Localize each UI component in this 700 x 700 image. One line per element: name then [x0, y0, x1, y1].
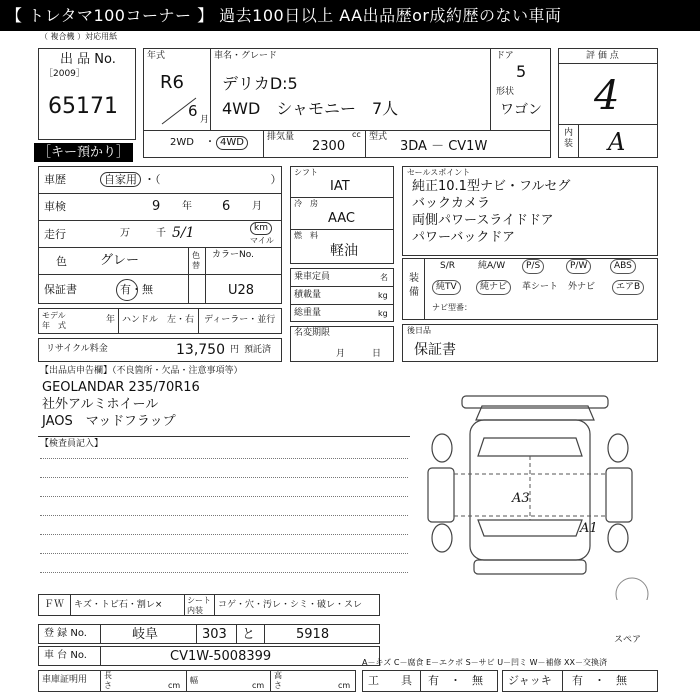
model-note: （ 複合機 ）対応用紙 — [40, 32, 118, 41]
load-label: 積載量 — [294, 290, 322, 300]
damage-legend: A－キズ C－腐食 E－エクボ S－サビ U－凹ミ W－補修 XX－交換済 — [362, 658, 608, 667]
lot-number: 65171 — [48, 94, 118, 119]
shift-label: シフト — [294, 168, 318, 177]
after-label: 後日品 — [407, 326, 431, 335]
eq-navi: 純ナビ — [476, 280, 511, 295]
notes-line3: JAOS マッドフラップ — [42, 414, 176, 429]
disp-value: 2300 — [312, 139, 346, 154]
eq-awheel: 純A/W — [478, 261, 506, 271]
drive-2wd: 2WD — [170, 137, 194, 148]
eq-ps: P/S — [522, 259, 544, 274]
weight-unit: kg — [378, 309, 388, 318]
year-slash — [160, 96, 200, 126]
aircon-value: AAC — [328, 211, 355, 226]
door-value: 5 — [516, 62, 527, 81]
eq-airbag: エアB — [612, 280, 644, 295]
shaken-year: 9 — [152, 199, 161, 214]
top-banner — [0, 0, 700, 31]
score-label: 評 価 点 — [586, 51, 619, 61]
color-change: 色 替 — [192, 251, 200, 271]
after-value: 保証書 — [414, 342, 456, 358]
registration-number: 5918 — [296, 627, 330, 642]
sales-label: セールスポイント — [407, 168, 471, 177]
color-label: 色 — [56, 255, 67, 268]
sales-line1: 純正10.1型ナビ・フルセグ — [412, 179, 571, 194]
recycle-label: リサイクル料金 — [46, 344, 108, 354]
shaken-month: 6 — [222, 199, 231, 214]
name-label: 車名・グレード — [214, 51, 278, 61]
month-value: 6 — [188, 102, 198, 120]
shape-value: ワゴン — [500, 102, 542, 118]
mileage-mile: マイル — [250, 236, 274, 245]
eq-pw: P/W — [566, 259, 591, 274]
year-label: 年式 — [147, 51, 166, 61]
disp-unit: cc — [352, 130, 361, 139]
chassis-label: 車 台 No. — [44, 650, 87, 661]
registration-label: 登 録 No. — [44, 628, 87, 639]
notes-line1: GEOLANDAR 235/70R16 — [42, 380, 200, 395]
shaken-month-unit: 月 — [252, 201, 262, 212]
color-no-value: U28 — [228, 283, 255, 298]
cert-width: 幅 — [190, 676, 198, 685]
warranty-label: 保証書 — [44, 283, 77, 296]
jack-value: 有 ・ 無 — [572, 674, 627, 687]
tools-value: 有 ・ 無 — [428, 674, 483, 687]
fw-col1: キズ・トビ石・割レ× — [74, 600, 163, 610]
inspector-label: 【検査員記入】 — [40, 439, 104, 449]
month-unit: 月 — [200, 115, 210, 125]
weight-label: 総重量 — [294, 308, 322, 318]
cert-height: 高 さ — [274, 671, 282, 690]
key-label: ［キー預かり］ — [34, 143, 133, 162]
color-value: グレー — [100, 253, 140, 268]
mileage-sen: 千 — [156, 228, 166, 239]
recycle-note: 預託済 — [244, 345, 272, 355]
year-value: R6 — [160, 72, 184, 93]
fuel-value: 軽油 — [330, 243, 358, 259]
eq-tv: 純TV — [432, 280, 461, 295]
capacity-label: 乗車定員 — [294, 272, 331, 282]
load-unit: kg — [378, 291, 388, 300]
name-line2: 4WD シャモニー 7人 — [222, 99, 399, 118]
fw-seat: シート 内装 — [187, 596, 211, 615]
shaken-year-unit: 年 — [182, 201, 192, 212]
eq-sr: S/R — [440, 261, 455, 271]
model-year-unit: 年 — [106, 315, 116, 325]
spare-label: スペア — [614, 635, 642, 645]
navi-model: ナビ型番： — [432, 303, 472, 312]
sales-line4: パワーバックドア — [412, 230, 515, 245]
banner-text: 【 トレタマ100コーナー 】 過去100日以上 AA出品歴or成約歴のない車両 — [6, 6, 562, 25]
damage-mark-1: A3 — [512, 491, 530, 506]
door-label: ドア — [496, 51, 514, 61]
car-diagram — [412, 378, 658, 600]
mileage-km: km — [250, 222, 272, 235]
jack-label: ジャッキ — [508, 674, 552, 687]
type-label: 型式 — [369, 132, 388, 142]
eq-ext-navi: 外ナビ — [568, 282, 596, 292]
eq-leather: 革シート — [522, 282, 559, 292]
color-no-label: カラーNo. — [212, 250, 254, 260]
history-rest: ・（ ） — [144, 173, 282, 186]
model-year-label: モデル 年 式 — [42, 311, 66, 330]
lot-label: 出 品 No. — [60, 52, 116, 67]
cert-long-unit: cm — [168, 681, 181, 690]
interior-value: A — [608, 128, 626, 156]
damage-mark-2: A1 — [580, 521, 598, 536]
history-label: 車歴 — [44, 173, 66, 186]
interior-label: 内 装 — [564, 128, 574, 149]
score-value: 4 — [594, 73, 620, 119]
warranty-circle — [116, 279, 138, 301]
registration-kana: と — [242, 627, 256, 642]
sales-line2: バックカメラ — [412, 196, 491, 211]
name-change-label: 名変期限 — [294, 328, 331, 338]
cert-width-unit: cm — [252, 681, 265, 690]
name-change-units: 月 日 — [336, 349, 382, 359]
notes-line2: 社外アルミホイール — [42, 397, 159, 412]
capacity-unit: 名 — [380, 273, 388, 282]
eq-abs: ABS — [610, 259, 636, 274]
disp-label: 排気量 — [267, 132, 295, 142]
fw-label: ＦＷ — [44, 599, 64, 610]
fuel-label: 燃 料 — [294, 231, 318, 240]
drive-4wd: 4WD — [216, 136, 248, 150]
cert-label: 車庫証明用 — [42, 675, 88, 685]
lot-sub: ［2009］ — [44, 69, 85, 79]
registration-class: 303 — [202, 627, 227, 642]
name-line1: デリカD:5 — [222, 74, 298, 93]
registration-area: 岐阜 — [132, 627, 159, 642]
recycle-unit: 円 — [230, 345, 240, 355]
type-value: 3DA － CV1W — [400, 139, 488, 154]
mileage-value: 5/1 — [172, 225, 195, 241]
fw-col2: コゲ・穴・汚レ・シミ・破レ・スレ — [218, 600, 363, 610]
cert-long: 長 さ — [104, 671, 112, 690]
notes-label: 【出品店申告欄】（不良箇所・欠品・注意事項等） — [40, 366, 243, 376]
dealer-label: ディーラー・並行 — [204, 315, 276, 325]
shift-value: IAT — [330, 179, 350, 194]
aircon-label: 冷 房 — [294, 199, 318, 208]
mileage-man: 万 — [120, 228, 130, 239]
chassis-value: CV1W-5008399 — [170, 649, 272, 664]
recycle-value: 13,750 — [176, 342, 225, 358]
equipment-label: 装 備 — [409, 273, 419, 298]
tools-label: 工 具 — [368, 674, 412, 687]
history-value: 自家用 — [100, 172, 141, 187]
shape-label: 形状 — [496, 87, 515, 97]
warranty-value: 有・無 — [120, 283, 153, 296]
cert-height-unit: cm — [338, 681, 351, 690]
shaken-label: 車検 — [44, 200, 66, 213]
mileage-label: 走行 — [44, 228, 66, 241]
handle-label: ハンドル 左・右 — [122, 315, 195, 325]
sales-line3: 両側パワースライドドア — [412, 213, 554, 228]
